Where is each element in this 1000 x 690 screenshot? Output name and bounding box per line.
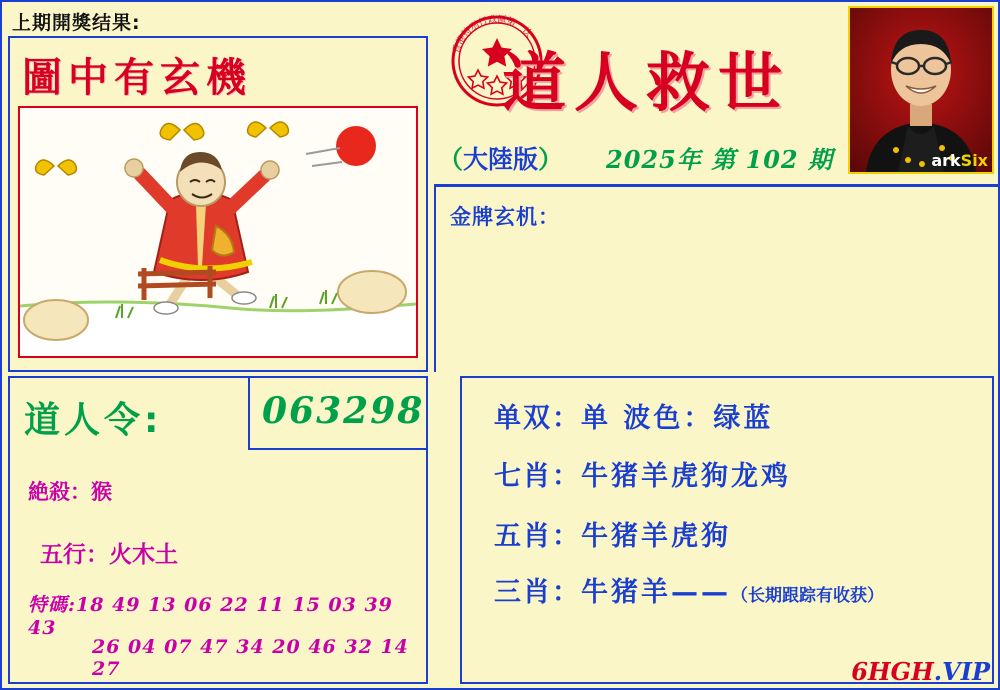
- prediction-key: 三肖：: [494, 577, 581, 608]
- prediction-value: 牛猪羊——: [581, 577, 731, 608]
- cartoon-illustration: [18, 106, 418, 358]
- portrait-photo: [848, 6, 994, 174]
- brand-six: Six: [960, 151, 988, 170]
- wuxing-row: 五行：火木土: [40, 542, 178, 568]
- prediction-key: 单双：: [494, 403, 581, 434]
- cartoon-svg: [20, 108, 416, 356]
- image-panel: [8, 36, 428, 372]
- gold-xuanji-label: 金牌玄机：: [450, 205, 560, 229]
- prediction-note: （长期跟踪有收获）: [731, 586, 884, 606]
- watermark-main: 6HGH: [851, 657, 934, 686]
- daoren-ling-label: 道人令:: [24, 400, 163, 441]
- last-result-label: 上期開獎结果:: [12, 12, 141, 34]
- tema-row-2: 26 04 07 47 34 20 46 32 14 27: [92, 636, 409, 680]
- prediction-row: [494, 514, 731, 553]
- daoren-ling-number: 063298: [262, 390, 425, 432]
- tema-row-1: 特碼:18 49 13 06 22 11 15 03 39 43: [28, 594, 393, 639]
- banner: [434, 2, 998, 184]
- portrait-svg: [850, 8, 992, 172]
- svg-text:香港特別行政區第一次: 香港特別行政區第一次: [451, 14, 534, 55]
- edition-label: [438, 140, 563, 176]
- prediction-row: [494, 396, 773, 435]
- prediction-value: 单 波色：绿蓝: [581, 403, 774, 434]
- poster-main-title: 道人救世: [502, 47, 790, 121]
- edition-close: ）: [538, 145, 564, 174]
- prediction-panel: [460, 376, 994, 684]
- prediction-key: 五肖：: [494, 521, 581, 552]
- prediction-value: 牛猪羊虎狗: [581, 521, 731, 552]
- prediction-row: [494, 454, 791, 493]
- prediction-row: [494, 570, 884, 609]
- site-watermark: [851, 657, 990, 686]
- left-column: [2, 2, 434, 688]
- daoren-ling-number-cell: [248, 378, 428, 450]
- panel-title: 圖中有玄機: [22, 55, 252, 101]
- edition-open: （: [438, 145, 464, 174]
- prediction-value: 牛猪羊虎狗龙鸡: [581, 461, 791, 492]
- watermark-vip: .VIP: [933, 657, 990, 686]
- issue-label: 2025年 第 102 期: [606, 145, 833, 174]
- prediction-key: 七肖：: [494, 461, 581, 492]
- brand-ark: ark: [931, 151, 961, 170]
- gold-xuanji-panel: [434, 184, 998, 372]
- jiesha-row: 絶殺：猴: [28, 480, 112, 504]
- daoren-ling-panel: [8, 376, 428, 684]
- brand-watermark: [931, 151, 988, 170]
- edition-inner: 大陸版: [463, 145, 539, 174]
